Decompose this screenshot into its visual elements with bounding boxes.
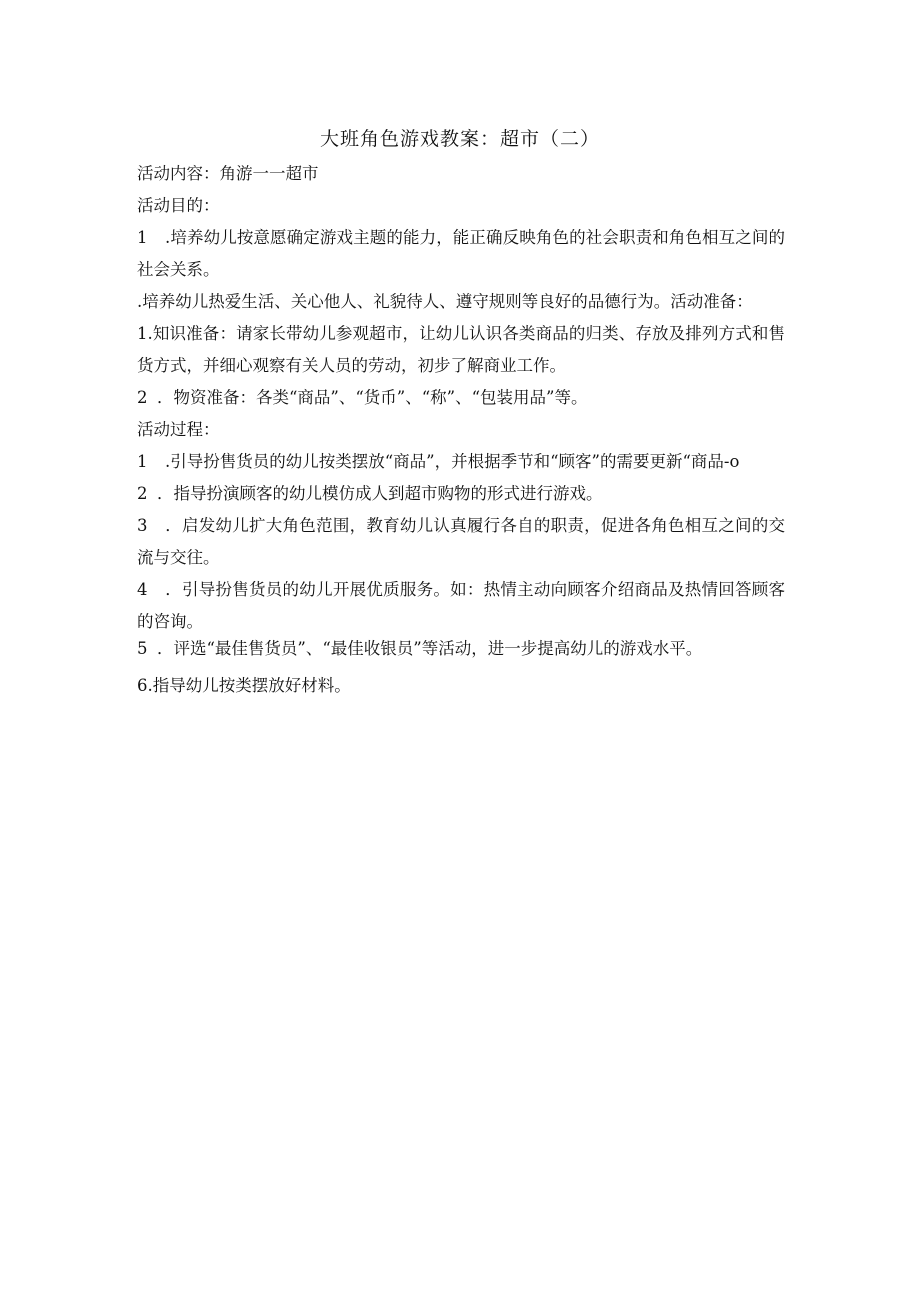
process-item [137,638,785,660]
process-number: 5 [137,639,148,658]
preparation-text: ．物资准备：各类“商品”、“货币”、“称”、“包装用品”等。 [157,388,588,407]
preparation-item [137,318,785,382]
process-item [137,446,785,478]
process-item [137,670,785,702]
preparation-number: 2 [137,388,148,407]
process-number: 2 [137,484,148,503]
goal-text: .培养幼儿按意愿确定游戏主题的能力，能正确反映角色的社会职责和角色相互之间的社会关系。 [137,228,785,279]
goals-heading: 活动目的： [137,196,220,215]
goal-text: .培养幼儿热爱生活、关心他人、礼貌待人、遵守规则等良好的品德行为。活动准备： [137,292,753,311]
process-heading: 活动过程： [137,420,220,439]
process-item [137,478,785,510]
activity-content: 活动内容：角游一一超市 [137,164,319,183]
process-text: ．启发幼儿扩大角色范围，教育幼儿认真履行各自的职责，促进各角色相互之间的交流与交往。 [137,516,785,567]
process-text: ．指导扮演顾客的幼儿模仿成人到超市购物的形式进行游戏。 [157,484,603,503]
process-text: .引导扮售货员的幼儿按类摆放“商品”，并根据季节和“顾客”的需要更新“商品-o [165,452,740,471]
process-text: .指导幼儿按类摆放好材料。 [147,676,351,695]
preparation-item [137,382,785,414]
document-body [137,158,785,702]
process-text: ．评选“最佳售货员”、“最佳收银员”等活动，进一步提高幼儿的游戏水平。 [157,639,703,658]
process-number: 6 [137,676,148,695]
process-number: 1 [137,452,148,471]
process-number: 4 [137,580,148,599]
process-item [137,510,785,574]
preparation-text: 知识准备：请家长带幼儿参观超市，让幼儿认识各类商品的归类、存放及排列方式和售货方式，并细心观察有关人员的劳动，初步了解商业工作。 [137,324,785,375]
goal-number: 1 [137,228,148,247]
goal-item [137,286,785,318]
process-item [137,574,785,638]
preparation-number: 1. [137,324,153,343]
document-title: 大班角色游戏教案：超市（二） [319,128,600,150]
process-text: ．引导扮售货员的幼儿开展优质服务。如：热情主动向顾客介绍商品及热情回答顾客的咨询。 [137,580,785,631]
process-number: 3 [137,516,148,535]
goal-item [137,222,785,286]
